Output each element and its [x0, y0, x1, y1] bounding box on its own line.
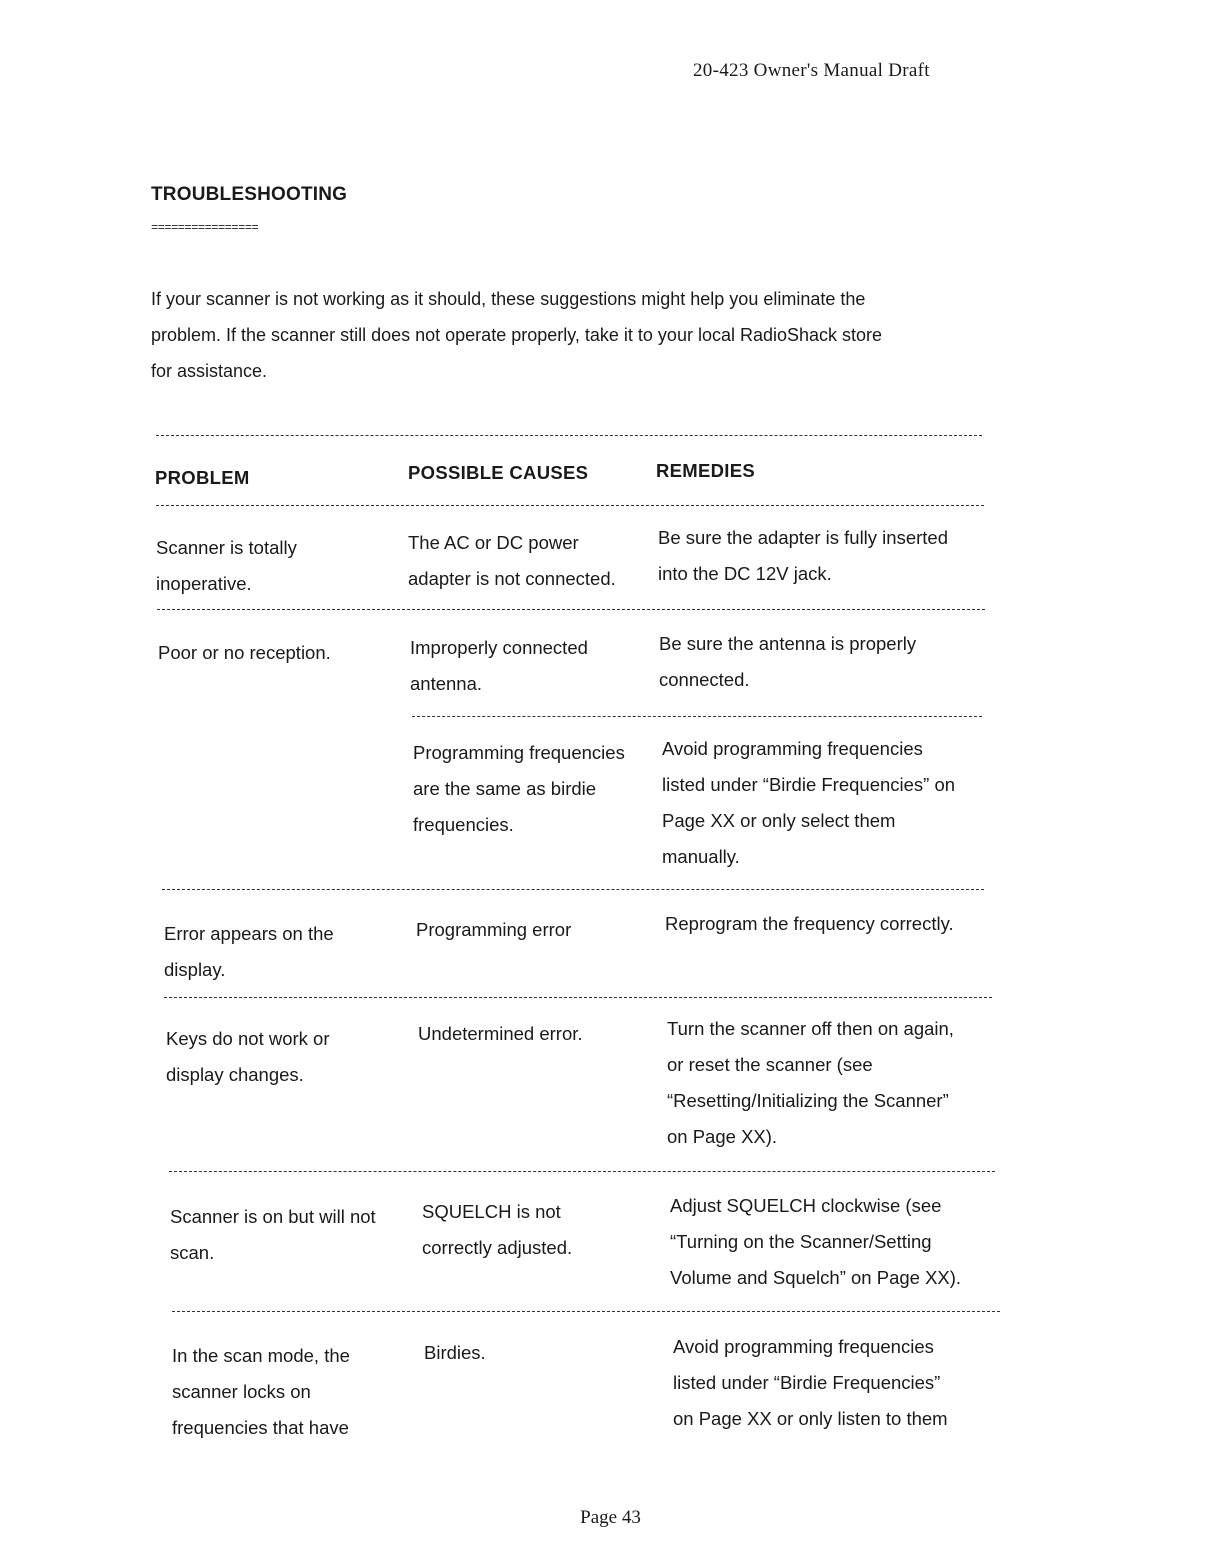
- cause-cell: [416, 912, 571, 948]
- cause-cell: [418, 1016, 583, 1052]
- cause-cell: [413, 735, 625, 843]
- cell-line: connected.: [659, 669, 750, 690]
- cause-cell: [424, 1335, 486, 1371]
- cell-line: Avoid programming frequencies: [662, 738, 923, 759]
- column-header-causes: POSSIBLE CAUSES: [408, 462, 589, 483]
- cell-line: antenna.: [410, 673, 483, 694]
- problem-cell: [170, 1199, 376, 1271]
- cell-line: Error appears on the: [164, 923, 334, 944]
- remedy-cell: [673, 1329, 948, 1437]
- cell-line: Avoid programming frequencies: [673, 1336, 934, 1357]
- page-number: Page 43: [580, 1507, 641, 1528]
- title-underline: ================: [151, 221, 259, 235]
- cell-line: Be sure the antenna is properly: [659, 633, 917, 654]
- cell-line: scanner locks on: [172, 1381, 311, 1402]
- cell-line: frequencies.: [413, 814, 514, 835]
- table-top-rule: [156, 435, 982, 436]
- table-header-rule: [156, 505, 984, 506]
- cell-line: Reprogram the frequency correctly.: [665, 913, 954, 934]
- remedy-cell: [665, 906, 954, 942]
- cell-line: into the DC 12V jack.: [658, 563, 832, 584]
- cell-line: Adjust SQUELCH clockwise (see: [670, 1195, 942, 1216]
- problem-cell: [166, 1021, 330, 1093]
- intro-line: problem. If the scanner still does not operate properly, take it to your local RadioShack store: [151, 325, 883, 345]
- remedy-cell: [659, 626, 916, 698]
- cell-line: In the scan mode, the: [172, 1345, 350, 1366]
- row-divider: [172, 1311, 1000, 1312]
- cause-cell: [422, 1194, 572, 1266]
- remedy-cell: [658, 520, 948, 592]
- cell-line: Scanner is totally: [156, 537, 297, 558]
- cell-line: Turn the scanner off then on again,: [667, 1018, 954, 1039]
- row-divider: [164, 997, 992, 998]
- cell-line: adapter is not connected.: [408, 568, 616, 589]
- remedy-cell: [662, 731, 955, 875]
- cell-line: The AC or DC power: [408, 532, 579, 553]
- problem-cell: [156, 530, 297, 602]
- section-title: TROUBLESHOOTING: [151, 184, 348, 205]
- cell-line: Keys do not work or: [166, 1028, 330, 1049]
- remedy-cell: [667, 1011, 954, 1155]
- cell-line: listed under “Birdie Frequencies”: [673, 1372, 941, 1393]
- cell-line: Undetermined error.: [418, 1023, 583, 1044]
- cell-line: on Page XX).: [667, 1126, 778, 1147]
- cause-cell: [408, 525, 616, 597]
- problem-cell: [158, 635, 331, 671]
- cell-line: Be sure the adapter is fully inserted: [658, 527, 948, 548]
- cell-line: “Resetting/Initializing the Scanner”: [667, 1090, 949, 1111]
- cell-line: Improperly connected: [410, 637, 588, 658]
- cell-line: correctly adjusted.: [422, 1237, 573, 1258]
- cell-line: Scanner is on but will not: [170, 1206, 376, 1227]
- cell-line: display.: [164, 959, 226, 980]
- cell-line: or reset the scanner (see: [667, 1054, 873, 1075]
- row-divider: [162, 889, 984, 890]
- cell-line: are the same as birdie: [413, 778, 597, 799]
- cause-cell: [410, 630, 588, 702]
- intro-line: If your scanner is not working as it should, these suggestions might help you eliminate the: [151, 289, 866, 309]
- problem-cell: [164, 916, 334, 988]
- remedy-cell: [670, 1188, 961, 1296]
- row-divider: [169, 1171, 995, 1172]
- cell-line: inoperative.: [156, 573, 252, 594]
- cell-line: Programming error: [416, 919, 572, 940]
- row-sub-divider: [412, 716, 982, 717]
- row-divider: [157, 609, 985, 610]
- cell-line: manually.: [662, 846, 740, 867]
- cell-line: Birdies.: [424, 1342, 486, 1363]
- column-header-problem: PROBLEM: [155, 467, 250, 488]
- document-header-label: 20-423 Owner's Manual Draft: [693, 60, 930, 81]
- problem-cell: [172, 1338, 350, 1446]
- cell-line: Page XX or only select them: [662, 810, 896, 831]
- cell-line: Programming frequencies: [413, 742, 625, 763]
- intro-line: for assistance.: [151, 361, 268, 381]
- cell-line: listed under “Birdie Frequencies” on: [662, 774, 956, 795]
- cell-line: on Page XX or only listen to them: [673, 1408, 948, 1429]
- column-header-remedies: REMEDIES: [656, 460, 756, 481]
- cell-line: “Turning on the Scanner/Setting: [670, 1231, 932, 1252]
- cell-line: display changes.: [166, 1064, 304, 1085]
- cell-line: Volume and Squelch” on Page XX).: [670, 1267, 962, 1288]
- cell-line: scan.: [170, 1242, 215, 1263]
- cell-line: SQUELCH is not: [422, 1201, 561, 1222]
- cell-line: frequencies that have: [172, 1417, 349, 1438]
- cell-line: Poor or no reception.: [158, 642, 331, 663]
- intro-paragraph: [151, 281, 991, 389]
